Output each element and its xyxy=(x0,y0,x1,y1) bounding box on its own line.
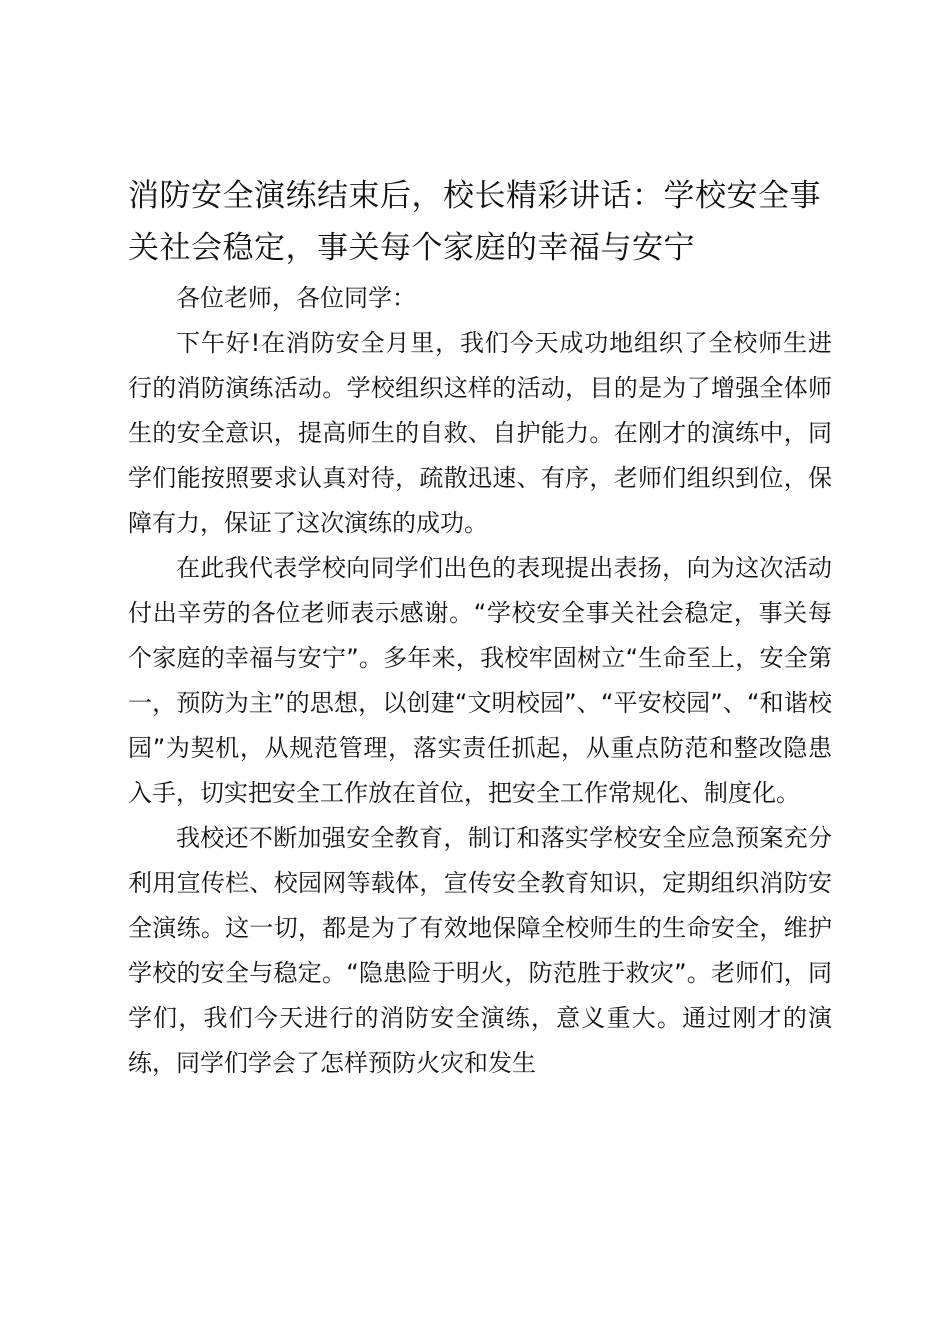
body-paragraph: 我校还不断加强安全教育，制订和落实学校安全应急预案充分利用宣传栏、校园网等载体，宣传安全教育知识，定期组织消防安全演练。这一切，都是为了有效地保障全校师生的生命安全，维护学校的安全与稳定。“隐患险于明火，防范胜于救灾”。老师们，同学们，我们今天进行的消防安全演练，意义重大。通过刚才的演练，同学们学会了怎样预防火灾和发生 xyxy=(128,824,832,1077)
greeting-paragraph: 各位老师，各位同学： xyxy=(176,284,416,312)
body-paragraph: 下午好!在消防安全月里，我们今天成功地组织了全校师生进行的消防演练活动。学校组织这样的活动，目的是为了增强全体师生的安全意识，提高师生的自救、自护能力。在刚才的演练中，同学们能按照要求认真对待，疏散迅速、有序，老师们组织到位，保障有力，保证了这次演练的成功。 xyxy=(128,329,832,537)
document-title: 消防安全演练结束后，校长精彩讲话：学校安全事关社会稳定，事关每个家庭的幸福与安宁 xyxy=(128,178,821,266)
document-body xyxy=(128,170,832,1086)
body-paragraph: 在此我代表学校向同学们出色的表现提出表扬，向为这次活动付出辛劳的各位老师表示感谢。“学校安全事关社会稳定，事关每个家庭的幸福与安宁”。多年来，我校牢固树立“生命至上，安全第一，预防为主”的思想，以创建“文明校园”、“平安校园”、“和谐校园”为契机，从规范管理，落实责任抓起，从重点防范和整改隐患入手，切实把安全工作放在首位，把安全工作常规化、制度化。 xyxy=(128,554,832,807)
